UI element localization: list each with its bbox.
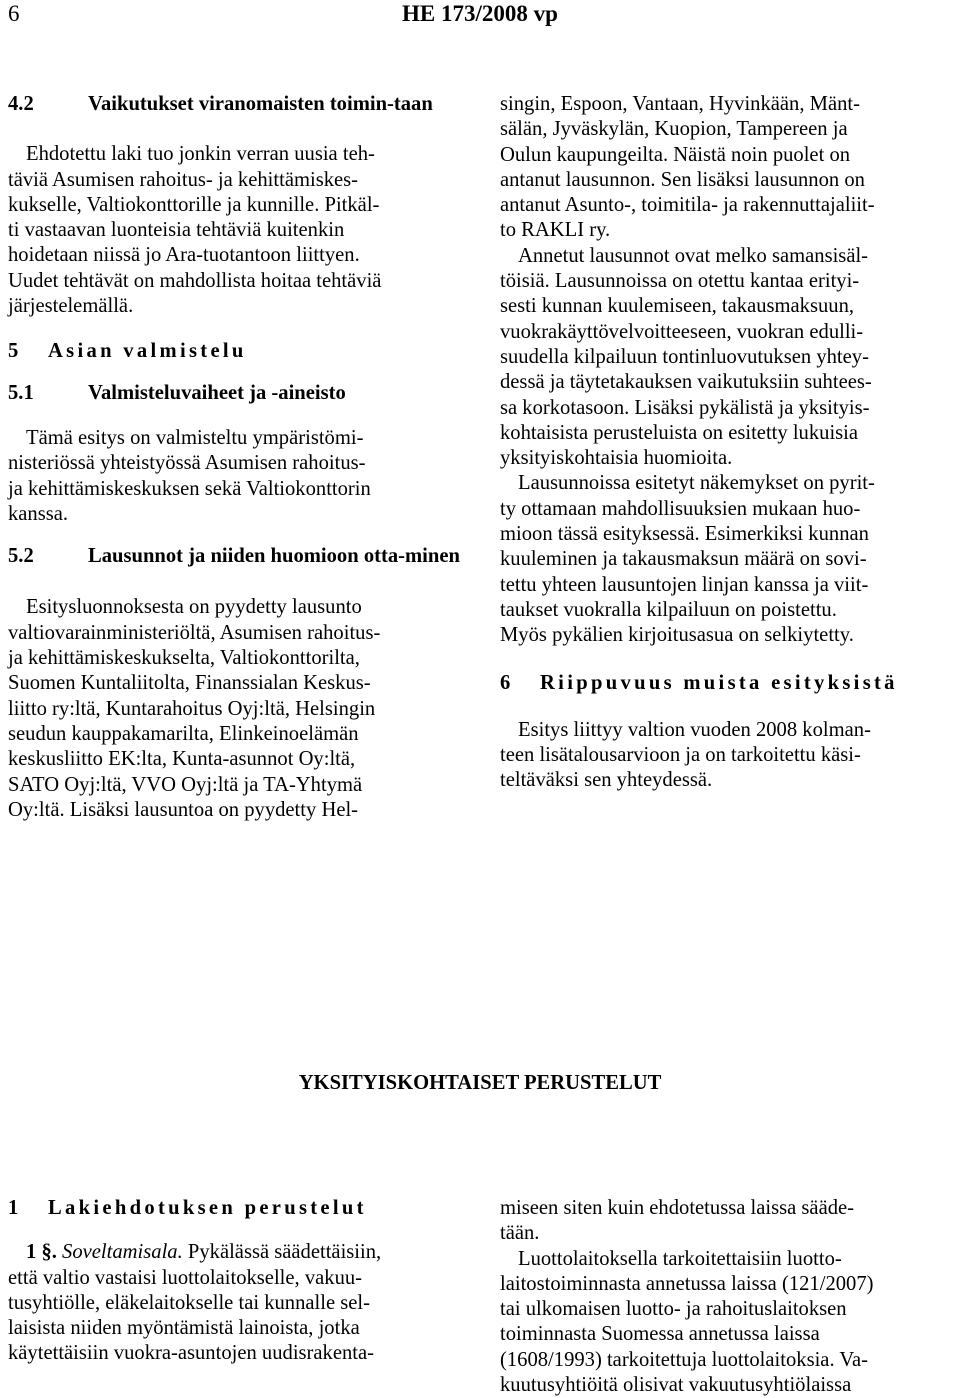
section-title: Lausunnot ja niiden huomioon otta-minen xyxy=(88,545,460,568)
text-line: kohtaisista perusteluista on esitetty lukuisia xyxy=(500,421,859,444)
text-line: Lausunnoissa esitetyt näkemykset on pyrit- xyxy=(518,472,875,495)
section-5-heading xyxy=(8,339,465,364)
section-number: 4.2 xyxy=(8,93,34,115)
paragraph xyxy=(8,595,465,823)
text-line: liitto ry:ltä, Kuntarahoitus Oyj:ltä, Helsingin xyxy=(8,697,376,720)
text-line: sa korkotasoon. Lisäksi pykälistä ja yksityis- xyxy=(500,396,870,419)
text-line: antanut lausunnon. Sen lisäksi lausunnon on xyxy=(500,168,865,191)
text-line: teen lisätalousarvioon ja on tarkoitettu käsi- xyxy=(500,744,861,767)
section-number: 5 xyxy=(8,340,19,363)
text-line: tusyhtiölle, eläkelaitokselle tai kunnalle sel- xyxy=(8,1291,370,1314)
text-line: ti vastaavan luonteisia tehtäviä kuitenkin xyxy=(8,219,345,242)
text-line: vuokrakäyttövelvoitteeseen, vuokran edulli- xyxy=(500,320,864,343)
text-line: että valtio vastaisi luottolaitokselle, vakuu- xyxy=(8,1266,363,1289)
page-header xyxy=(0,0,960,40)
paragraph xyxy=(8,142,465,319)
text-line: kuutusyhtiöitä olisivat vakuutusyhtiölaissa xyxy=(500,1374,852,1397)
paragraph xyxy=(500,92,958,244)
paragraph-title: Soveltamisala. xyxy=(62,1241,183,1264)
text-line: sälän, Jyväskylän, Kuopion, Tampereen ja xyxy=(500,118,848,141)
section-5-1-heading xyxy=(8,381,465,406)
document-id: HE 173/2008 vp xyxy=(402,1,558,26)
paragraph xyxy=(500,1247,958,1398)
text-line: Ehdotettu laki tuo jonkin verran uusia teh- xyxy=(26,143,375,166)
text-line: hoidetaan niissä jo Ara-tuotantoon liittyen. xyxy=(8,244,360,267)
text-line: toiminnasta Suomessa annetussa laissa xyxy=(500,1323,820,1346)
section-number: 5.2 xyxy=(8,545,34,568)
text-line: ja kehittämiskeskukselta, Valtiokonttorilta, xyxy=(8,647,360,670)
left-column-top xyxy=(8,92,465,823)
section-number: 5.1 xyxy=(8,381,34,404)
section-number: 6 xyxy=(500,671,511,694)
section-number: 1 xyxy=(8,1197,19,1219)
section-title: Lakiehdotuksen perustelut xyxy=(48,1197,367,1219)
text-line: ja kehittämiskeskuksen sekä Valtiokonttorin xyxy=(8,477,371,500)
section-title: Valmisteluvaiheet ja -aineisto xyxy=(88,381,346,404)
text-line: yksityiskohtaisia huomioita. xyxy=(500,447,733,470)
paragraph-text: Pykälässä säädettäisiin, xyxy=(187,1241,382,1264)
text-line: mioon tässä esityksessä. Esimerkiksi kunnan xyxy=(500,523,869,546)
text-line: taukset vuokralla kilpailuun on poistettu. xyxy=(500,598,837,621)
text-line: järjestelemällä. xyxy=(8,295,134,318)
text-line: singin, Espoon, Vantaan, Hyvinkään, Mänt- xyxy=(500,93,860,115)
section-title: Vaikutukset viranomaisten toimin-taan xyxy=(88,93,433,115)
text-line: Uudet tehtävät on mahdollista hoitaa tehtäviä xyxy=(8,269,382,292)
paragraph xyxy=(500,471,958,648)
text-line: suudella kilpailuun tontinluovutuksen yhtey- xyxy=(500,345,869,368)
text-line: tai ulkomaisen luotto- ja rahoituslaitoksen xyxy=(500,1298,847,1321)
paragraph xyxy=(500,244,958,472)
text-line: tään. xyxy=(500,1222,540,1245)
text-line: Annetut lausunnot ovat melko samansisäl- xyxy=(518,244,869,267)
text-line: seudun kauppakamarilta, Elinkeinoelämän xyxy=(8,722,359,745)
right-column-bottom xyxy=(500,1196,958,1398)
section-title: Riippuvuus muista esityksistä xyxy=(540,671,898,694)
text-line: töisiä. Lausunnoissa on otettu kantaa erityi- xyxy=(500,270,860,293)
text-line: laisista niiden myöntämistä lainoista, jotka xyxy=(8,1317,360,1340)
text-line: kukselle, Valtiokonttorille ja kunnille. Pitkäl- xyxy=(8,193,380,216)
text-line: Suomen Kuntaliitolta, Finanssialan Keskus- xyxy=(8,672,371,695)
text-line: käytettäisiin vuokra-asuntojen uudisrakenta- xyxy=(8,1342,375,1365)
text-line: nisteriössä yhteistyössä Asumisen rahoitus- xyxy=(8,452,366,475)
paragraph xyxy=(8,1240,465,1366)
paragraph xyxy=(500,718,958,794)
left-column-bottom xyxy=(8,1196,465,1367)
section-heading-detailed-rationale: YKSITYISKOHTAISET PERUSTELUT xyxy=(298,1072,662,1094)
text-line: (1608/1993) tarkoitettuja luottolaitoksia. Va- xyxy=(500,1348,868,1371)
paragraph xyxy=(8,426,465,527)
text-line: tettu yhteen lausuntojen linjan kanssa ja viit- xyxy=(500,573,869,596)
right-column-top xyxy=(500,92,958,794)
section-mark: 1 §. xyxy=(26,1241,57,1264)
text-line: valtiovarainministeriöltä, Asumisen rahoitus- xyxy=(8,621,381,644)
section-6-heading xyxy=(500,671,958,696)
text-line: Esitys liittyy valtion vuoden 2008 kolman- xyxy=(518,718,871,741)
section-5-2-heading xyxy=(8,544,465,569)
text-line: antanut Asunto-, toimitila- ja rakennuttajaliit- xyxy=(500,194,875,217)
text-line: kanssa. xyxy=(8,502,69,525)
text-line: to RAKLI ry. xyxy=(500,219,611,242)
text-line: sesti kunnan kuulemiseen, takausmaksuun, xyxy=(500,295,855,318)
text-line: teltäväksi sen yhteydessä. xyxy=(500,769,713,792)
text-line: laitostoiminnasta annetussa laissa (121/2007) xyxy=(500,1272,874,1295)
text-line: ty ottamaan mahdollisuuksien mukaan huo- xyxy=(500,497,861,520)
text-line: Luottolaitoksella tarkoitettaisiin luotto- xyxy=(518,1247,842,1270)
text-line: Tämä esitys on valmisteltu ympäristömi- xyxy=(26,426,364,449)
text-line: SATO Oyj:ltä, VVO Oyj:ltä ja TA-Yhtymä xyxy=(8,773,363,796)
text-line: miseen siten kuin ehdotetussa laissa sääde- xyxy=(500,1197,855,1219)
text-line: Oulun kaupungeilta. Näistä noin puolet on xyxy=(500,143,851,166)
page-number: 6 xyxy=(8,1,20,26)
text-line: Oy:ltä. Lisäksi lausuntoa on pyydetty Hel- xyxy=(8,798,359,821)
section-title: Asian valmistelu xyxy=(48,340,247,363)
section-1-heading xyxy=(8,1196,465,1221)
text-line: Esitysluonnoksesta on pyydetty lausunto xyxy=(26,596,362,619)
text-line: Myös pykälien kirjoitusasua on selkiytetty. xyxy=(500,624,854,647)
text-line: täviä Asumisen rahoitus- ja kehittämiskes- xyxy=(8,168,359,191)
section-4-2-heading xyxy=(8,92,465,117)
text-line: dessä ja täytetakauksen vaikutuksiin suhtees- xyxy=(500,371,872,394)
text-line: keskusliitto EK:lta, Kunta-asunnot Oy:ltä, xyxy=(8,748,356,771)
paragraph xyxy=(500,1196,958,1247)
text-line: kuuleminen ja takausmaksun määrä on sovi- xyxy=(500,548,867,571)
